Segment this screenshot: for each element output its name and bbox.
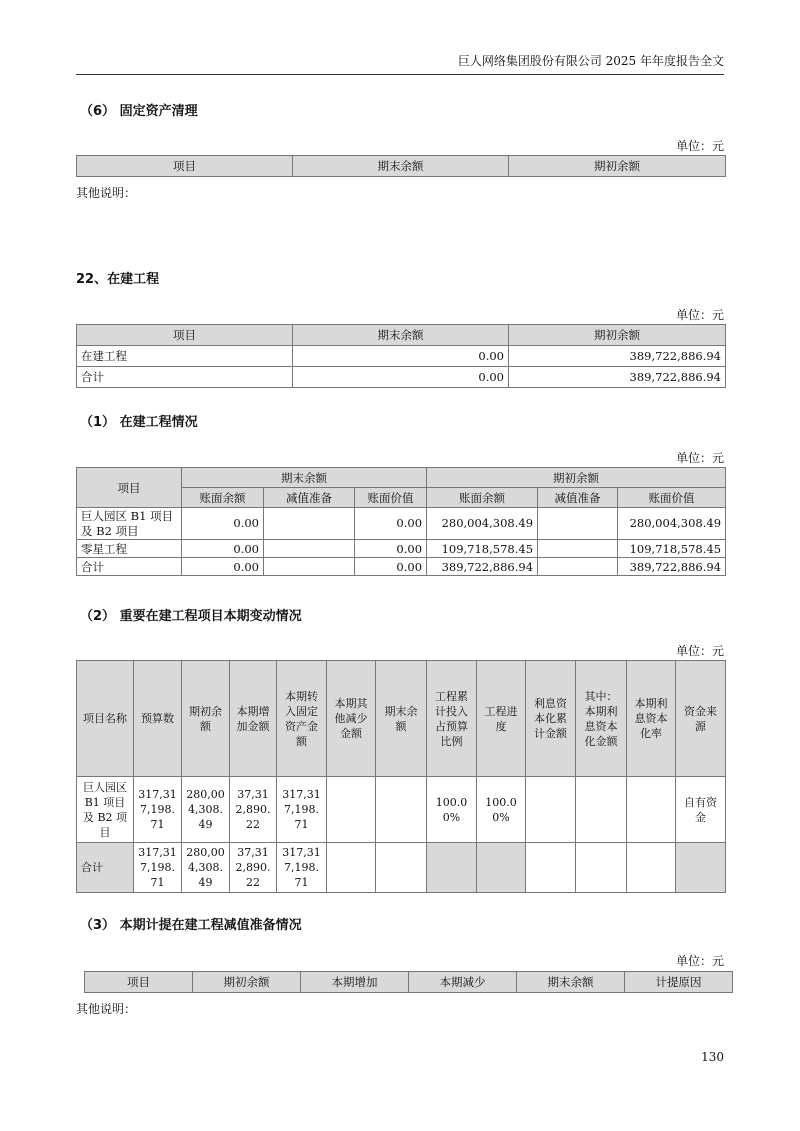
table-cell: 0.00 <box>355 540 427 558</box>
column-header: 本期利息资本化率 <box>627 661 676 777</box>
column-header: 本期其他减少金额 <box>327 661 376 777</box>
column-header-item: 项目 <box>77 468 182 508</box>
section-heading-cip-status: （1） 在建工程情况 <box>80 415 198 430</box>
column-header: 本期增加 <box>301 972 409 993</box>
cell-interest <box>526 777 576 843</box>
cell-progress <box>477 843 526 893</box>
impairment-table <box>84 971 733 993</box>
column-header: 期末余额 <box>293 325 509 346</box>
row-label: 合计 <box>77 367 293 388</box>
section-heading-fixed-asset-cleanup: （6） 固定资产清理 <box>80 104 198 119</box>
column-header: 账面余额 <box>182 488 264 508</box>
table-row <box>77 508 726 540</box>
table-cell <box>264 540 355 558</box>
column-header: 项目名称 <box>77 661 134 777</box>
row-label: 合计 <box>77 843 134 893</box>
cell-rate <box>627 777 676 843</box>
column-header: 减值准备 <box>538 488 618 508</box>
section-heading-cip-changes: （2） 重要在建工程项目本期变动情况 <box>80 609 302 624</box>
unit-label: 单位：元 <box>675 451 724 465</box>
cell-end: 0.00 <box>293 367 509 388</box>
column-header: 工程累计投入占预算比例 <box>427 661 477 777</box>
cell-begin: 389,722,886.94 <box>509 346 726 367</box>
cell-end <box>376 777 427 843</box>
table-cell: 389,722,886.94 <box>618 558 726 576</box>
cell-ratio: 100.00% <box>427 777 477 843</box>
cell-source: 自有资金 <box>676 777 726 843</box>
row-label: 零星工程 <box>77 540 182 558</box>
row-label: 在建工程 <box>77 346 293 367</box>
column-header: 期初余额 <box>182 661 230 777</box>
cell-transfer: 317,317,198.71 <box>277 777 327 843</box>
column-header: 账面价值 <box>355 488 427 508</box>
column-header: 资金来源 <box>676 661 726 777</box>
cell-end <box>376 843 427 893</box>
column-header: 预算数 <box>134 661 182 777</box>
page-number: 130 <box>701 1050 724 1064</box>
table-row <box>77 367 726 388</box>
table-cell: 0.00 <box>182 558 264 576</box>
cip-summary-table <box>76 324 726 388</box>
row-label: 巨人园区 B1 项目及 B2 项目 <box>77 508 182 540</box>
table-cell: 0.00 <box>182 540 264 558</box>
cell-begin: 280,004,308.49 <box>182 777 230 843</box>
column-header: 期末余额 <box>517 972 625 993</box>
table-cell <box>264 508 355 540</box>
column-header: 工程进度 <box>477 661 526 777</box>
cell-other <box>327 843 376 893</box>
unit-label: 单位：元 <box>675 139 724 153</box>
table-cell: 280,004,308.49 <box>427 508 538 540</box>
cell-interest <box>526 843 576 893</box>
table-row <box>77 558 726 576</box>
table-cell: 0.00 <box>355 558 427 576</box>
cell-transfer: 317,317,198.71 <box>277 843 327 893</box>
cip-status-table <box>76 467 726 576</box>
column-header: 期末余额 <box>376 661 427 777</box>
table-cell: 109,718,578.45 <box>618 540 726 558</box>
cell-end: 0.00 <box>293 346 509 367</box>
column-header: 项目 <box>85 972 193 993</box>
column-group-end: 期末余额 <box>182 468 427 488</box>
report-title: 巨人网络集团股份有限公司 2025 年年度报告全文 <box>457 54 724 68</box>
table-cell: 389,722,886.94 <box>427 558 538 576</box>
column-header: 其中：本期利息资本化金额 <box>576 661 627 777</box>
table-row <box>77 843 726 893</box>
cell-increase: 37,312,890.22 <box>230 843 277 893</box>
cell-rate <box>627 843 676 893</box>
table-row <box>77 777 726 843</box>
table-cell <box>538 540 618 558</box>
cell-interest-current <box>576 777 627 843</box>
report-header <box>76 52 724 75</box>
cell-ratio <box>427 843 477 893</box>
table-cell <box>538 558 618 576</box>
cell-other <box>327 777 376 843</box>
section-heading-impairment: （3） 本期计提在建工程减值准备情况 <box>80 918 302 933</box>
table-cell: 0.00 <box>182 508 264 540</box>
cip-changes-table <box>76 660 726 893</box>
row-label: 巨人园区 B1 项目及 B2 项目 <box>77 777 134 843</box>
column-header: 项目 <box>77 325 293 346</box>
cell-begin: 389,722,886.94 <box>509 367 726 388</box>
row-label: 合计 <box>77 558 182 576</box>
cell-increase: 37,312,890.22 <box>230 777 277 843</box>
table-cell <box>538 508 618 540</box>
unit-label: 单位：元 <box>675 308 724 322</box>
other-note: 其他说明： <box>76 186 137 200</box>
column-header: 账面价值 <box>618 488 726 508</box>
cell-budget: 317,317,198.71 <box>134 777 182 843</box>
column-group-begin: 期初余额 <box>427 468 726 488</box>
column-header: 本期减少 <box>409 972 517 993</box>
table-cell <box>264 558 355 576</box>
column-header: 期初余额 <box>509 325 726 346</box>
table-cell: 0.00 <box>355 508 427 540</box>
cell-progress: 100.00% <box>477 777 526 843</box>
column-header: 本期增加金额 <box>230 661 277 777</box>
column-header: 项目 <box>77 156 293 177</box>
column-header: 期初余额 <box>193 972 301 993</box>
column-header: 期初余额 <box>509 156 726 177</box>
table-cell: 280,004,308.49 <box>618 508 726 540</box>
cell-interest-current <box>576 843 627 893</box>
unit-label: 单位：元 <box>675 644 724 658</box>
table-row <box>77 346 726 367</box>
other-note: 其他说明： <box>76 1002 137 1016</box>
cell-begin: 280,004,308.49 <box>182 843 230 893</box>
cell-source <box>676 843 726 893</box>
section-heading-cip: 22、在建工程 <box>76 272 160 287</box>
fixed-asset-cleanup-table <box>76 155 726 177</box>
table-row <box>77 540 726 558</box>
unit-label: 单位：元 <box>675 954 724 968</box>
column-header: 账面余额 <box>427 488 538 508</box>
column-header: 减值准备 <box>264 488 355 508</box>
table-cell: 109,718,578.45 <box>427 540 538 558</box>
column-header: 计提原因 <box>625 972 733 993</box>
column-header: 本期转入固定资产金额 <box>277 661 327 777</box>
cell-budget: 317,317,198.71 <box>134 843 182 893</box>
column-header: 期末余额 <box>293 156 509 177</box>
column-header: 利息资本化累计金额 <box>526 661 576 777</box>
